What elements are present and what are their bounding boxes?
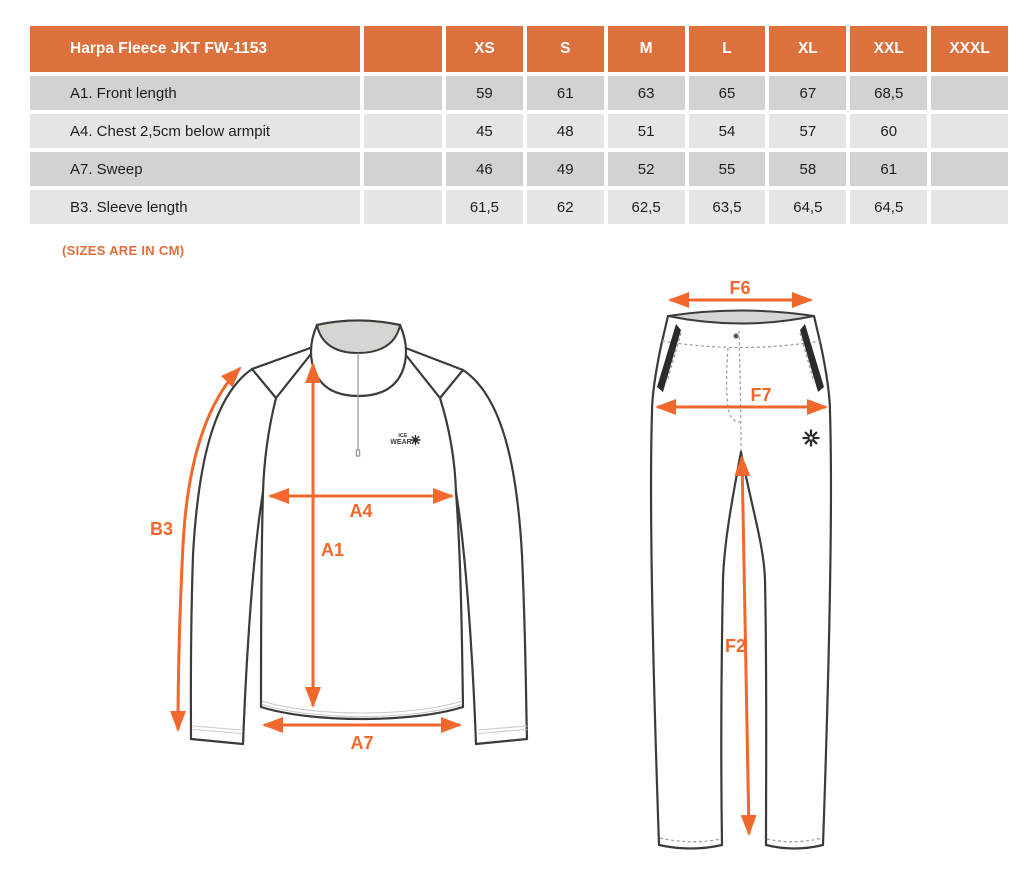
col-header-xl: XL	[769, 26, 846, 72]
jacket-outline	[191, 321, 527, 745]
table-title: Harpa Fleece JKT FW-1153	[30, 26, 360, 72]
value-cell	[931, 114, 1008, 148]
value-cell: 59	[446, 76, 523, 110]
value-cell: 62,5	[608, 190, 685, 224]
icewear-logo	[390, 433, 420, 446]
pants-measure-arrows	[657, 300, 826, 834]
f6-label: F6	[729, 278, 751, 298]
logo-text-line1: ICE	[398, 433, 408, 439]
center-front-seam	[739, 331, 741, 451]
spacer-cell	[364, 114, 442, 148]
value-cell: 64,5	[850, 190, 927, 224]
measurement-drawings	[0, 270, 1031, 886]
fly-stitch	[727, 348, 740, 422]
value-cell: 60	[850, 114, 927, 148]
f2-label: F2	[724, 636, 746, 656]
waistband-top	[668, 311, 814, 324]
spacer-cell	[364, 190, 442, 224]
a1-label: A1	[321, 540, 345, 560]
sizes-unit-note: (SIZES ARE IN CM)	[62, 243, 185, 258]
value-cell: 61,5	[446, 190, 523, 224]
value-cell: 45	[446, 114, 523, 148]
col-header-l: L	[689, 26, 766, 72]
logo-text-line2: WEAR	[390, 439, 412, 446]
value-cell: 68,5	[850, 76, 927, 110]
value-cell: 46	[446, 152, 523, 186]
value-cell: 51	[608, 114, 685, 148]
row-label: A7. Sweep	[30, 152, 360, 186]
value-cell: 58	[769, 152, 846, 186]
value-cell: 54	[689, 114, 766, 148]
value-cell: 64,5	[769, 190, 846, 224]
logo-rosette-icon	[411, 436, 420, 445]
col-header-xxxl: XXXL	[931, 26, 1008, 72]
value-cell	[931, 76, 1008, 110]
col-header-s: S	[527, 26, 604, 72]
spacer-cell	[364, 152, 442, 186]
value-cell: 67	[769, 76, 846, 110]
waist-button	[734, 334, 739, 339]
value-cell	[931, 190, 1008, 224]
jacket-diagram	[150, 321, 527, 754]
value-cell: 63	[608, 76, 685, 110]
value-cell	[931, 152, 1008, 186]
f7-label: F7	[750, 385, 772, 405]
col-header-xs: XS	[446, 26, 523, 72]
col-header-xxl: XXL	[850, 26, 927, 72]
value-cell: 62	[527, 190, 604, 224]
pants-outline	[651, 311, 831, 849]
value-cell: 61	[850, 152, 927, 186]
value-cell: 48	[527, 114, 604, 148]
b3-label: B3	[150, 519, 174, 539]
row-label: A4. Chest 2,5cm below armpit	[30, 114, 360, 148]
zipper-pull	[356, 450, 359, 456]
pants-rosette-icon	[804, 431, 819, 446]
value-cell: 65	[689, 76, 766, 110]
b3-arrow	[178, 368, 240, 730]
pants-diagram	[651, 278, 831, 849]
size-table	[30, 26, 1008, 224]
value-cell: 52	[608, 152, 685, 186]
value-cell: 61	[527, 76, 604, 110]
spacer-cell	[364, 76, 442, 110]
row-label: B3. Sleeve length	[30, 190, 360, 224]
col-header-m: M	[608, 26, 685, 72]
value-cell: 49	[527, 152, 604, 186]
value-cell: 55	[689, 152, 766, 186]
jacket-measure-arrows	[178, 364, 460, 730]
left-pocket	[657, 324, 681, 392]
row-label: A1. Front length	[30, 76, 360, 110]
value-cell: 57	[769, 114, 846, 148]
spacer-header-cell	[364, 26, 442, 72]
right-pocket	[800, 324, 824, 392]
value-cell: 63,5	[689, 190, 766, 224]
a7-label: A7	[350, 733, 374, 753]
a4-label: A4	[349, 501, 373, 521]
